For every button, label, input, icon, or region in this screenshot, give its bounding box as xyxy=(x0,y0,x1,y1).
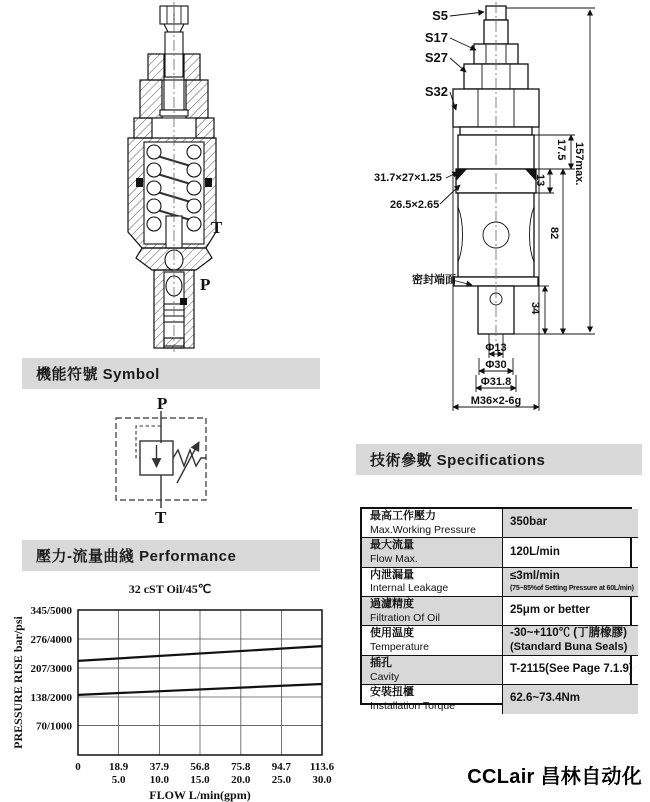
spec-label-en: Filtration Of Oil xyxy=(370,611,441,624)
y-axis-title: PRESSURE RISE bar/psi xyxy=(11,616,25,749)
spec-value: 62.6~73.4Nm xyxy=(510,692,581,705)
spec-value-cell xyxy=(502,538,638,567)
spec-label-en: Cavity xyxy=(370,670,400,683)
spec-label-zh: 插孔 xyxy=(370,656,392,669)
spec-label-zh: 内泄漏量 xyxy=(370,568,414,581)
label-sealing-face: 密封端面 xyxy=(412,274,456,286)
y-tick-label: 70/1000 xyxy=(35,720,72,733)
spec-label-cell xyxy=(362,597,502,626)
dim-13: 13 xyxy=(534,174,546,187)
spec-value-cell xyxy=(502,626,638,655)
dim-dia31-8: Φ31.8 xyxy=(480,376,512,388)
spec-value-cell xyxy=(502,656,638,685)
brand-logo: CCLair 昌林自动化 xyxy=(467,766,642,788)
spring-symbol xyxy=(173,450,206,466)
spec-label-en: Installation Torque xyxy=(370,699,456,712)
outline-drawing xyxy=(368,2,640,416)
y-tick-label: 345/5000 xyxy=(30,605,72,617)
spec-label-en: Flow Max. xyxy=(370,553,418,566)
spec-label-zh: 使用温度 xyxy=(370,627,414,640)
port-t-label: T xyxy=(211,218,223,237)
spec-value: 350bar xyxy=(510,516,548,529)
hydraulic-symbol xyxy=(103,396,225,532)
spec-value-line2: (Standard Buna Seals) xyxy=(510,641,628,654)
label-s17: S17 xyxy=(424,30,448,45)
spec-value: T-2115(See Page 7.1.9) xyxy=(510,663,633,676)
label-s27: S27 xyxy=(424,50,448,65)
specs-section-header: 技術參數 Specifications xyxy=(356,444,642,475)
spec-value-note: (75~85%of Setting Pressure at 60L/min) xyxy=(510,585,634,593)
symbol-port-p-label: P xyxy=(157,396,168,413)
dim-34: 34 xyxy=(529,302,541,315)
cross-section-drawing xyxy=(110,2,264,352)
label-s32: S32 xyxy=(424,84,448,99)
dim-dia30: Φ30 xyxy=(485,359,507,371)
x-tick-label-gpm: 30.0 xyxy=(312,774,332,786)
spec-value-cell xyxy=(502,597,638,626)
spec-label-zh: 安裝扭櫃 xyxy=(370,686,414,699)
x-tick-label-lmin: 75.8 xyxy=(231,761,251,773)
x-tick-label-lmin: 37.9 xyxy=(149,761,170,773)
spec-label-cell xyxy=(362,626,502,655)
spec-value-cell xyxy=(502,685,638,713)
dim-82: 82 xyxy=(548,227,560,240)
x-tick-label-gpm: 10.0 xyxy=(149,774,170,786)
spec-label-cell xyxy=(362,568,502,597)
spec-label-en: Temperature xyxy=(370,641,429,654)
spec-label-cell xyxy=(362,685,502,713)
x-tick-label-gpm: 20.0 xyxy=(231,774,251,786)
symbol-section-header: 機能符號 Symbol xyxy=(22,358,320,389)
port-p-label: P xyxy=(200,275,211,294)
x-tick-label-lmin: 0 xyxy=(75,761,81,773)
x-tick-label-lmin: 113.6 xyxy=(309,761,335,773)
y-tick-label: 207/3000 xyxy=(30,663,72,675)
spec-label-cell xyxy=(362,509,502,538)
chart-subtitle: 32 cST Oil/45℃ xyxy=(128,582,212,596)
dim-157max: 157max. xyxy=(573,142,585,186)
valve-section-body xyxy=(128,2,216,352)
performance-section-header: 壓力-流量曲綫 Performance xyxy=(22,540,320,571)
x-tick-label-gpm: 5.0 xyxy=(111,774,126,786)
o-ring-left xyxy=(136,178,143,187)
symbol-port-t-label: T xyxy=(155,508,167,527)
o-ring-right xyxy=(205,178,212,187)
x-tick-label-gpm: 15.0 xyxy=(190,774,210,786)
spec-value-cell xyxy=(502,509,638,538)
spec-value: -30~+110℃ (丁腈橡膠) xyxy=(510,627,627,640)
label-backup-ring: 31.7×27×1.25 xyxy=(374,172,442,184)
performance-chart xyxy=(8,596,342,802)
spec-label-zh: 最高工作壓力 xyxy=(370,510,436,522)
spec-label-zh: 最大流量 xyxy=(370,539,414,552)
label-o-ring: 26.5×2.65 xyxy=(390,199,440,211)
valve-outline xyxy=(453,2,539,347)
label-s5: S5 xyxy=(432,8,448,23)
spec-value: ≤3ml/min xyxy=(510,570,560,583)
specs-table xyxy=(360,507,634,712)
y-tick-label: 276/4000 xyxy=(30,634,72,646)
dim-dia13: Φ13 xyxy=(485,342,507,354)
spec-value: 120L/min xyxy=(510,545,560,558)
x-axis-title: FLOW L/min(gpm) xyxy=(149,788,251,802)
spec-label-cell xyxy=(362,538,502,567)
spec-label-cell xyxy=(362,656,502,685)
x-tick-label-gpm: 25.0 xyxy=(271,774,292,786)
spec-value: 25μm or better xyxy=(510,604,590,617)
y-tick-label: 138/2000 xyxy=(30,692,72,704)
dim-thread: M36×2-6g xyxy=(470,395,522,407)
x-tick-label-lmin: 56.8 xyxy=(190,761,210,773)
x-tick-label-lmin: 94.7 xyxy=(271,761,292,773)
adjustability-arrow xyxy=(177,442,199,483)
seal-square xyxy=(180,298,187,305)
spec-value-cell xyxy=(502,568,638,597)
x-tick-label-lmin: 18.9 xyxy=(108,761,129,773)
dim-17-5: 17.5 xyxy=(555,139,567,161)
spec-label-en: Internal Leakage xyxy=(370,582,449,595)
spec-label-zh: 過濾精度 xyxy=(370,598,414,611)
spec-label-en: Max.Working Pressure xyxy=(370,523,477,536)
